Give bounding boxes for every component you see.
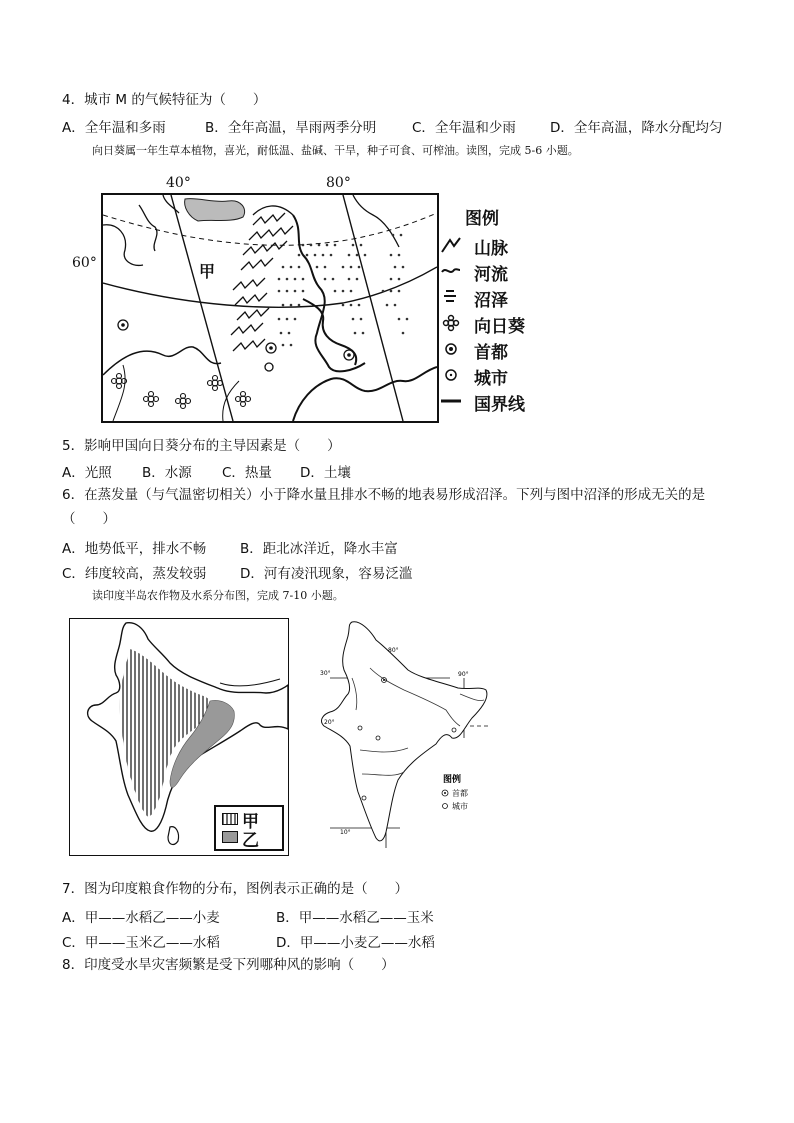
q6-option-c: C．纬度较高，蒸发较弱 [62, 566, 207, 582]
map3-city-icon [443, 804, 448, 809]
mountain-icon [440, 236, 462, 254]
q6-stem: 6．在蒸发量（与气温密切相关）小于降水量且排水不畅的地表易形成沼泽。下列与图中沼泽的形成无关的是 [62, 487, 706, 503]
sunflower-map-graphic [103, 195, 437, 421]
map3-legend-capital: 首都 [452, 789, 468, 798]
q5-stem: 5．影响甲国向日葵分布的主导因素是（ ） [62, 438, 341, 454]
q5-option-c: C．热量 [222, 465, 272, 481]
map3-legend-city: 城市 [452, 802, 468, 811]
swamp-icon [440, 288, 462, 306]
intro-7-10: 读印度半岛农作物及水系分布图，完成 7-10 小题。 [92, 589, 344, 602]
map3-lat-30: 30° [320, 670, 331, 677]
legend-yi-label: 乙 [242, 831, 259, 851]
legend-border: 国界线 [438, 390, 548, 412]
q7-option-b: B．甲——水稻乙——玉米 [276, 910, 434, 926]
india-river-map [300, 618, 514, 858]
crop-legend [214, 805, 284, 851]
legend-city: 城市 [438, 364, 548, 386]
lon-label-40: 40° [166, 175, 191, 191]
q4-stem: 4．城市 M 的气候特征为（ ） [62, 92, 267, 108]
q5-option-a: A．光照 [62, 465, 112, 481]
q4-option-b: B．全年高温，旱雨两季分明 [205, 120, 377, 136]
city-icon [440, 366, 462, 384]
q7-stem: 7．图为印度粮食作物的分布，图例表示正确的是（ ） [62, 881, 409, 897]
legend-capital: 首都 [438, 338, 548, 360]
map3-lon-80: 80° [388, 647, 399, 654]
q7-option-c: C．甲——玉米乙——水稻 [62, 935, 220, 951]
map1-legend [438, 200, 548, 420]
map3-lon-90: 90° [458, 671, 469, 678]
capital-icon [440, 340, 462, 358]
map3-lat-10: 10° [340, 829, 351, 836]
q6-stem-cont: （ ） [62, 511, 116, 527]
map3-legend-title: 图例 [443, 775, 462, 785]
legend-grey-swatch [222, 831, 238, 843]
legend-jia-label: 甲 [242, 812, 259, 832]
legend-stripe-swatch [222, 813, 238, 825]
intro-5-6: 向日葵属一年生草本植物，喜光，耐低温、盐碱、干旱，种子可食、可榨油。读图，完成 5-6 小题。 [92, 144, 579, 157]
q6-option-b: B．距北冰洋近，降水丰富 [240, 541, 398, 557]
q6-option-d: D．河有凌汛现象，容易泛滥 [240, 566, 413, 582]
q4-option-c: C．全年温和少雨 [412, 120, 516, 136]
sunflower-map [101, 193, 439, 423]
q7-option-a: A．甲——水稻乙——小麦 [62, 910, 220, 926]
india-river-map-graphic [300, 618, 514, 858]
q6-option-a: A．地势低平，排水不畅 [62, 541, 207, 557]
lat-label-60: 60° [72, 255, 97, 271]
sunflower-icon [440, 314, 462, 332]
legend-mountain: 山脉 [438, 234, 548, 256]
river-icon [440, 262, 462, 280]
map1-legend-title: 图例 [465, 209, 499, 229]
q7-option-d: D．甲——小麦乙——水稻 [276, 935, 435, 951]
legend-swamp: 沼泽 [438, 286, 548, 308]
legend-sunflower: 向日葵 [438, 312, 548, 334]
q4-option-a: A．全年温和多雨 [62, 120, 166, 136]
lon-label-80: 80° [326, 175, 351, 191]
legend-river: 河流 [438, 260, 548, 282]
q5-option-d: D．土壤 [300, 465, 351, 481]
country-label-jia: 甲 [199, 262, 216, 281]
border-line-icon [440, 392, 462, 410]
map3-lat-20: 20° [324, 719, 335, 726]
india-crop-map [69, 618, 289, 856]
q5-option-b: B．水源 [142, 465, 192, 481]
q8-stem: 8．印度受水旱灾害频繁是受下列哪种风的影响（ ） [62, 957, 395, 973]
q4-option-d: D．全年高温，降水分配均匀 [550, 120, 723, 136]
